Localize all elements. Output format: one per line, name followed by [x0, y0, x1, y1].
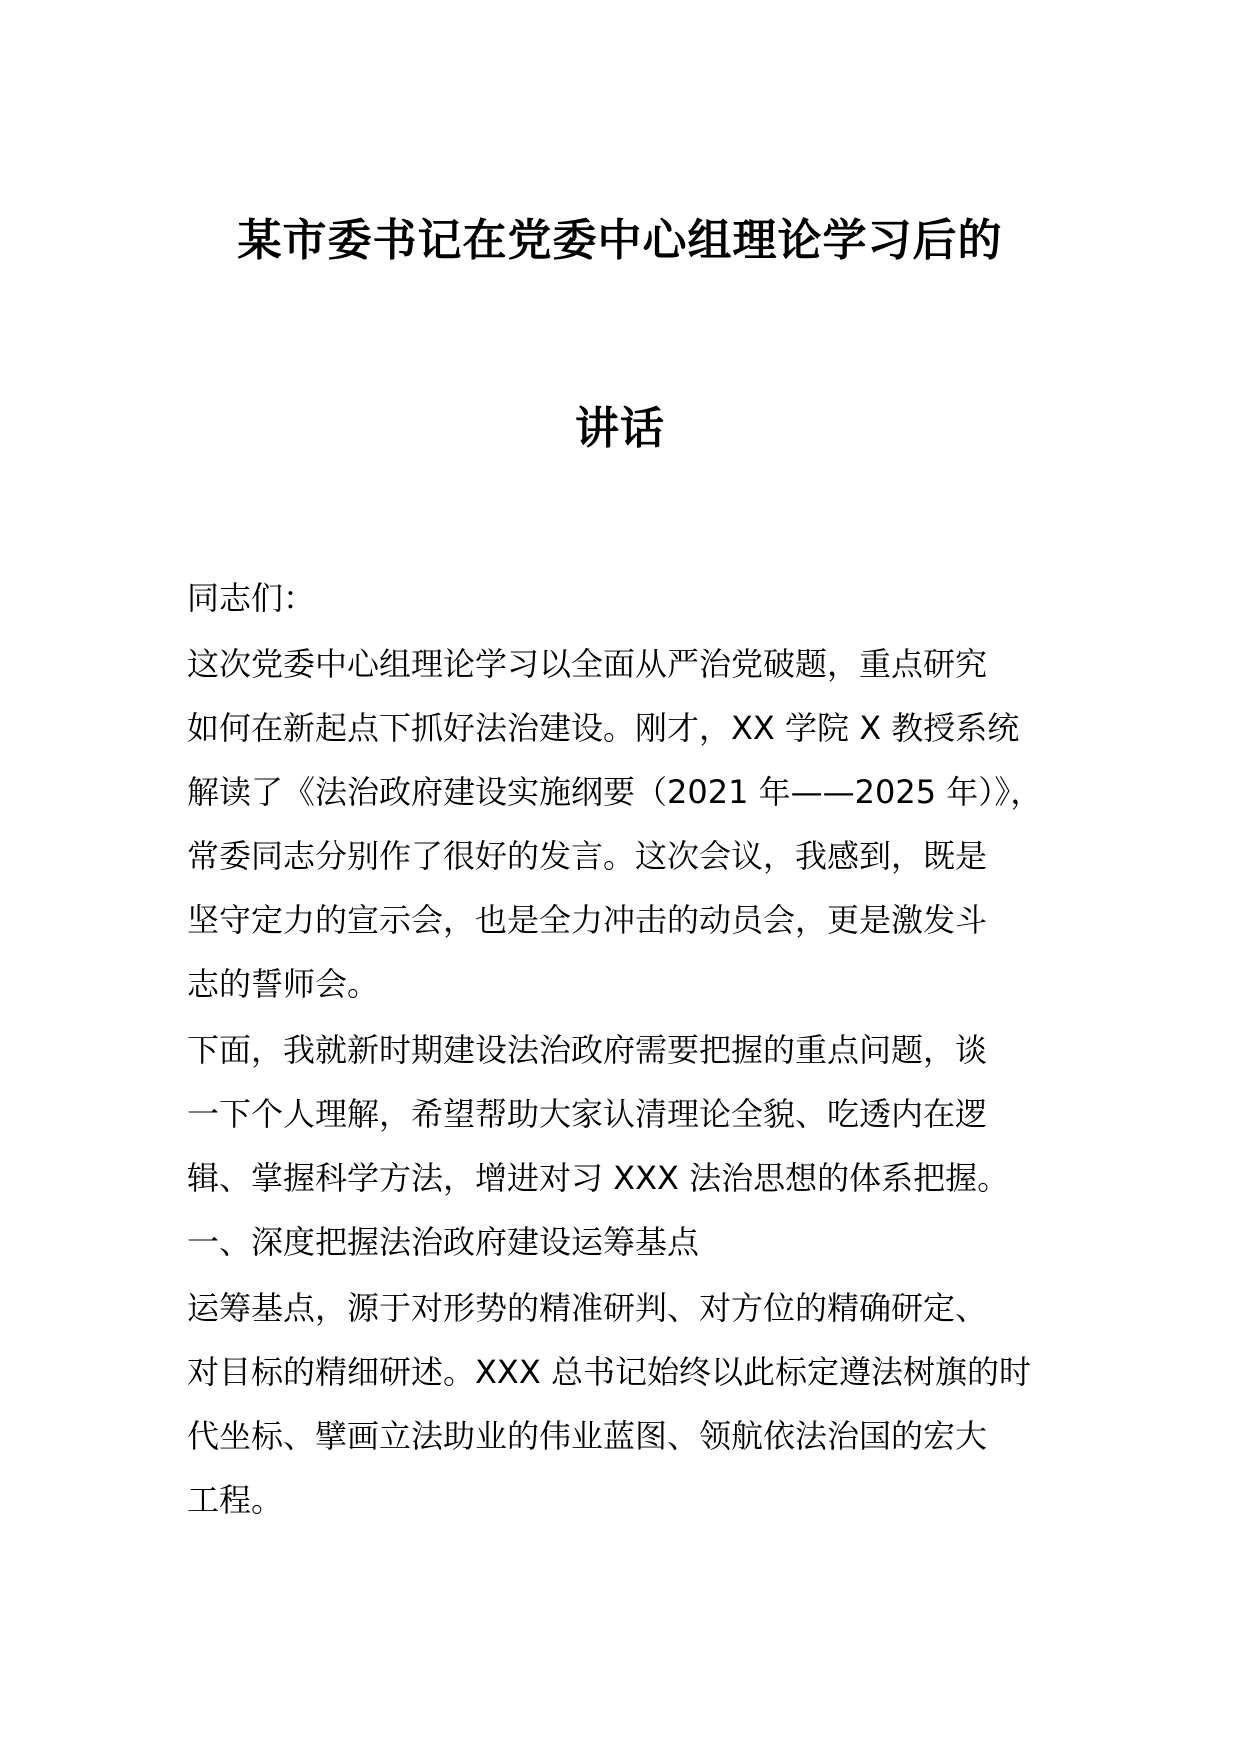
body-line: 代坐标、擘画立法助业的伟业蓝图、领航依法治国的宏大 — [187, 1417, 988, 1455]
body-line: 辑、掌握科学方法，增进对习 XXX 法治思想的体系把握。 — [187, 1159, 1010, 1197]
document-title-line-1: 某市委书记在党委中心组理论学习后的 — [237, 215, 1003, 266]
body-line: 一下个人理解，希望帮助大家认清理论全貌、吃透内在逻 — [187, 1095, 988, 1133]
body-line: 工程。 — [187, 1481, 284, 1519]
salutation: 同志们： — [187, 579, 316, 617]
body-line: 常委同志分别作了很好的发言。这次会议，我感到，既是 — [187, 837, 988, 875]
body-line: 这次党委中心组理论学习以全面从严治党破题，重点研究 — [187, 645, 988, 683]
body-line: 解读了《法治政府建设实施纲要（2021 年——2025 年）》， — [187, 773, 1043, 811]
body-line: 坚守定力的宣示会，也是全力冲击的动员会，更是激发斗 — [187, 901, 988, 939]
body-line: 运筹基点，源于对形势的精准研判、对方位的精确研定、 — [187, 1289, 988, 1327]
section-heading: 一、深度把握法治政府建设运筹基点 — [187, 1223, 700, 1261]
body-line: 志的誓师会。 — [187, 965, 380, 1003]
body-line: 对目标的精细研述。XXX 总书记始终以此标定遵法树旗的时 — [187, 1353, 1031, 1391]
body-line: 下面，我就新时期建设法治政府需要把握的重点问题，谈 — [187, 1031, 988, 1069]
document-title-line-2: 讲话 — [575, 403, 665, 454]
body-line: 如何在新起点下抓好法治建设。刚才，XX 学院 X 教授系统 — [187, 709, 1020, 747]
